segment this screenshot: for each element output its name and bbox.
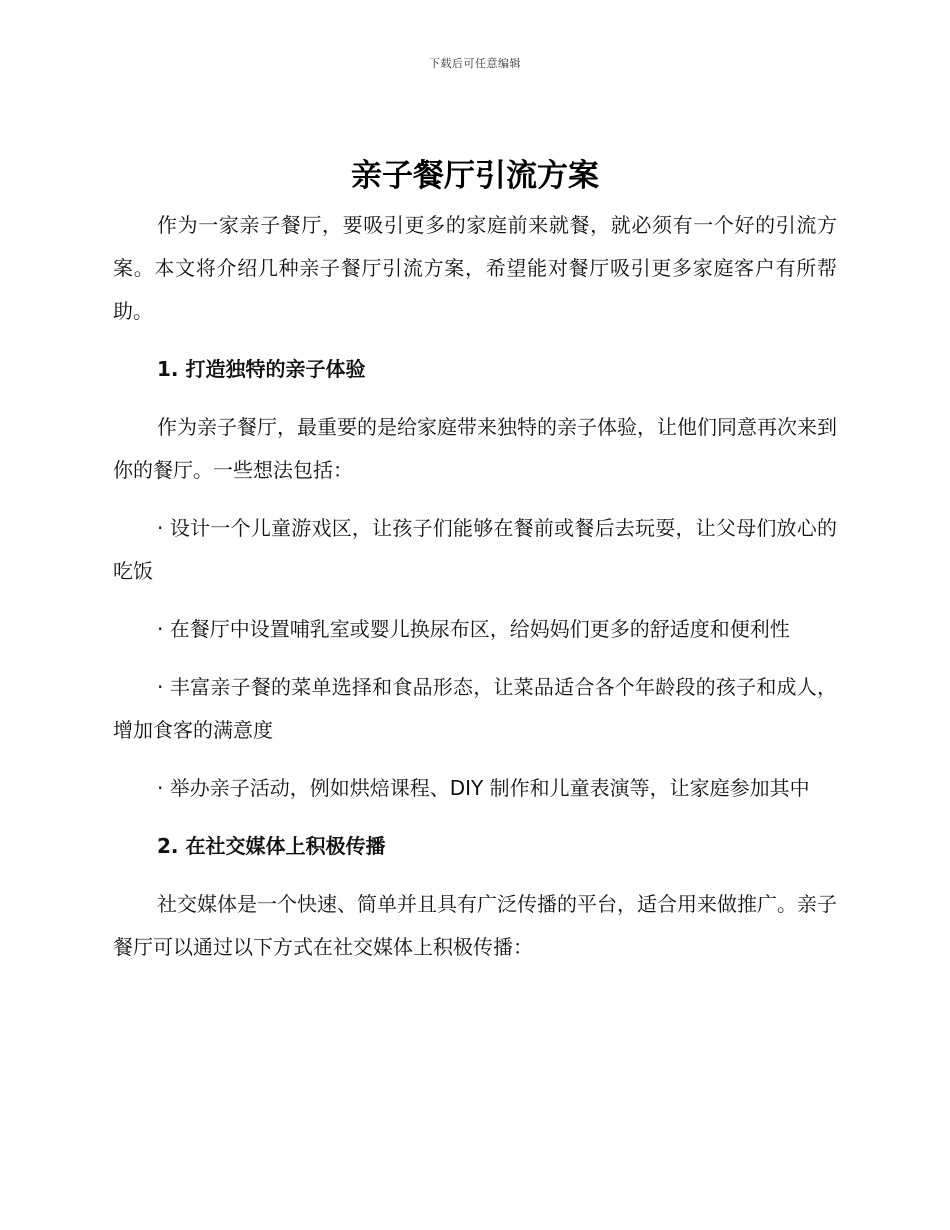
list-item: · 在餐厅中设置哺乳室或婴儿换尿布区，给妈妈们更多的舒适度和便利性 bbox=[157, 617, 790, 641]
list-item: · 举办亲子活动，例如烘焙课程、DIY 制作和儿童表演等，让家庭参加其中 bbox=[157, 776, 810, 800]
section-1-paragraph: 作为亲子餐厅，最重要的是给家庭带来独特的亲子体验，让他们同意再次来到你的餐厅。一些想法包括： bbox=[113, 415, 837, 482]
header-note: 下载后可任意编辑 bbox=[429, 57, 521, 70]
intro-paragraph: 作为一家亲子餐厅，要吸引更多的家庭前来就餐，就必须有一个好的引流方案。本文将介绍几种亲子餐厅引流方案，希望能对餐厅吸引更多家庭客户有所帮助。 bbox=[113, 213, 837, 323]
document-body bbox=[113, 204, 837, 984]
section-heading-1: 1. 打造独特的亲子体验 bbox=[157, 357, 366, 381]
section-2-paragraph: 社交媒体是一个快速、简单并且具有广泛传播的平台，适合用来做推广。亲子餐厅可以通过以下方式在社交媒体上积极传播： bbox=[113, 892, 837, 959]
page-title: 亲子餐厅引流方案 bbox=[351, 158, 599, 194]
section-heading-2: 2. 在社交媒体上积极传播 bbox=[157, 834, 386, 858]
list-item: · 丰富亲子餐的菜单选择和食品形态，让菜品适合各个年龄段的孩子和成人，增加食客的满意度 bbox=[113, 675, 837, 742]
list-item: · 设计一个儿童游戏区，让孩子们能够在餐前或餐后去玩耍，让父母们放心的吃饭 bbox=[113, 516, 837, 583]
